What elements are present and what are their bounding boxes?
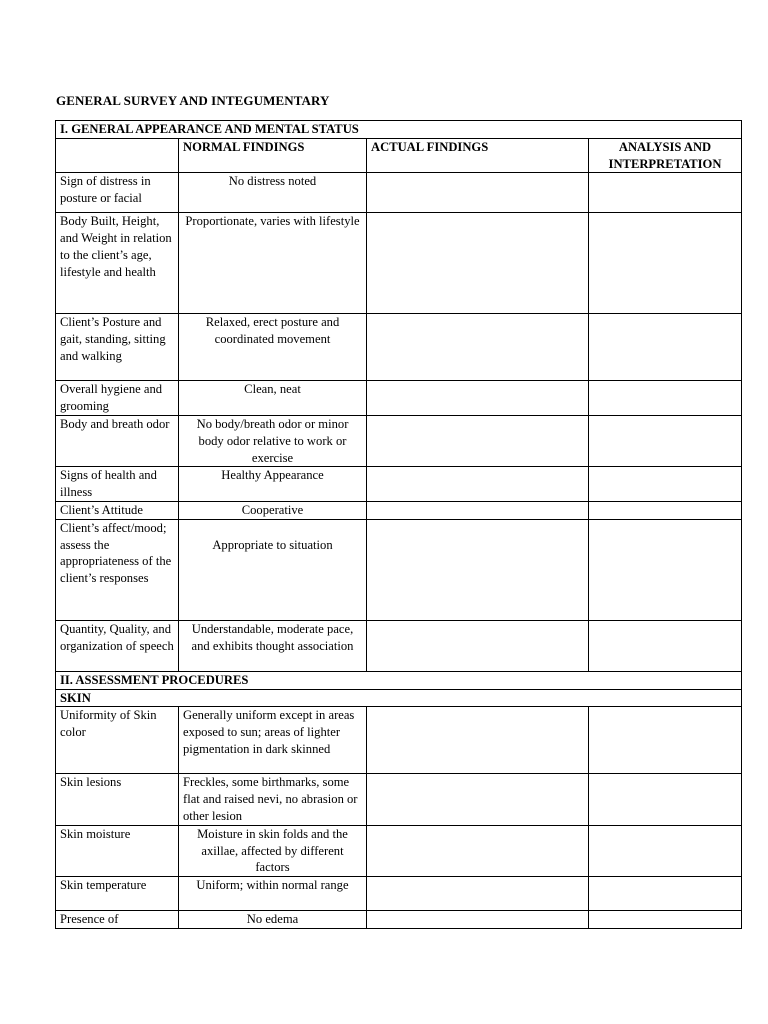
row-parameter: Skin lesions (56, 774, 179, 825)
analysis-cell[interactable] (589, 415, 742, 466)
row-normal-finding: Cooperative (179, 501, 367, 519)
header-row (56, 138, 742, 173)
actual-findings-cell[interactable] (367, 415, 589, 466)
row-parameter: Uniformity of Skin color (56, 707, 179, 774)
row-normal-finding: Understandable, moderate pace, and exhibits thought association (179, 620, 367, 671)
analysis-cell[interactable] (589, 467, 742, 502)
section-title: II. ASSESSMENT PROCEDURES (56, 671, 742, 689)
table-row (56, 825, 742, 876)
row-normal-finding: Appropriate to situation (179, 519, 367, 620)
actual-findings-cell[interactable] (367, 519, 589, 620)
row-normal-finding: Generally uniform except in areas exposed to sun; areas of lighter pigmentation in dark skinned (179, 707, 367, 774)
table-row (56, 774, 742, 825)
row-parameter: Presence of (56, 911, 179, 929)
analysis-cell[interactable] (589, 381, 742, 416)
row-parameter: Quantity, Quality, and organization of speech (56, 620, 179, 671)
row-normal-finding: No edema (179, 911, 367, 929)
table-row (56, 620, 742, 671)
actual-findings-cell[interactable] (367, 774, 589, 825)
analysis-cell[interactable] (589, 173, 742, 213)
analysis-cell[interactable] (589, 825, 742, 876)
actual-findings-cell[interactable] (367, 825, 589, 876)
section-row (56, 121, 742, 139)
row-normal-finding: No body/breath odor or minor body odor relative to work or exercise (179, 415, 367, 466)
table-row (56, 501, 742, 519)
table-row (56, 707, 742, 774)
subsection-row (56, 689, 742, 707)
table-row (56, 381, 742, 416)
table-row (56, 911, 742, 929)
section-row (56, 671, 742, 689)
table-row (56, 467, 742, 502)
row-normal-finding: No distress noted (179, 173, 367, 213)
actual-findings-cell[interactable] (367, 213, 589, 314)
actual-findings-cell[interactable] (367, 467, 589, 502)
row-normal-finding: Freckles, some birthmarks, some flat and raised nevi, no abrasion or other lesion (179, 774, 367, 825)
row-parameter: Client’s Posture and gait, standing, sitting and walking (56, 314, 179, 381)
row-parameter: Skin moisture (56, 825, 179, 876)
table-row (56, 173, 742, 213)
row-parameter: Overall hygiene and grooming (56, 381, 179, 416)
actual-findings-cell[interactable] (367, 877, 589, 911)
row-parameter: Client’s affect/mood; assess the appropriateness of the client’s responses (56, 519, 179, 620)
table-row (56, 519, 742, 620)
actual-findings-cell[interactable] (367, 707, 589, 774)
row-normal-finding: Clean, neat (179, 381, 367, 416)
subsection-title: SKIN (56, 689, 742, 707)
actual-findings-cell[interactable] (367, 501, 589, 519)
table-row (56, 415, 742, 466)
row-normal-finding: Proportionate, varies with lifestyle (179, 213, 367, 314)
row-parameter: Signs of health and illness (56, 467, 179, 502)
document-title: GENERAL SURVEY AND INTEGUMENTARY (56, 93, 330, 108)
analysis-cell[interactable] (589, 707, 742, 774)
analysis-cell[interactable] (589, 620, 742, 671)
row-normal-finding: Healthy Appearance (179, 467, 367, 502)
analysis-cell[interactable] (589, 314, 742, 381)
analysis-cell[interactable] (589, 911, 742, 929)
analysis-cell[interactable] (589, 774, 742, 825)
row-parameter: Client’s Attitude (56, 501, 179, 519)
row-parameter: Body and breath odor (56, 415, 179, 466)
table-row (56, 314, 742, 381)
row-parameter: Sign of distress in posture or facial (56, 173, 179, 213)
row-normal-finding: Moisture in skin folds and the axillae, affected by different factors (179, 825, 367, 876)
actual-findings-cell[interactable] (367, 381, 589, 416)
actual-findings-cell[interactable] (367, 314, 589, 381)
table-row (56, 877, 742, 911)
row-normal-finding: Uniform; within normal range (179, 877, 367, 911)
actual-findings-cell[interactable] (367, 911, 589, 929)
row-parameter: Skin temperature (56, 877, 179, 911)
header-parameter-cell (56, 138, 179, 173)
section-title: I. GENERAL APPEARANCE AND MENTAL STATUS (56, 121, 742, 139)
row-normal-finding: Relaxed, erect posture and coordinated movement (179, 314, 367, 381)
actual-findings-cell[interactable] (367, 620, 589, 671)
analysis-cell[interactable] (589, 501, 742, 519)
table-row (56, 213, 742, 314)
row-parameter: Body Built, Height, and Weight in relation to the client’s age, lifestyle and health (56, 213, 179, 314)
header-normal-findings: NORMAL FINDINGS (179, 138, 367, 173)
analysis-cell[interactable] (589, 519, 742, 620)
actual-findings-cell[interactable] (367, 173, 589, 213)
analysis-cell[interactable] (589, 877, 742, 911)
assessment-table (55, 120, 742, 929)
header-analysis: ANALYSIS AND INTERPRETATION (589, 138, 742, 173)
analysis-cell[interactable] (589, 213, 742, 314)
header-actual-findings: ACTUAL FINDINGS (367, 138, 589, 173)
